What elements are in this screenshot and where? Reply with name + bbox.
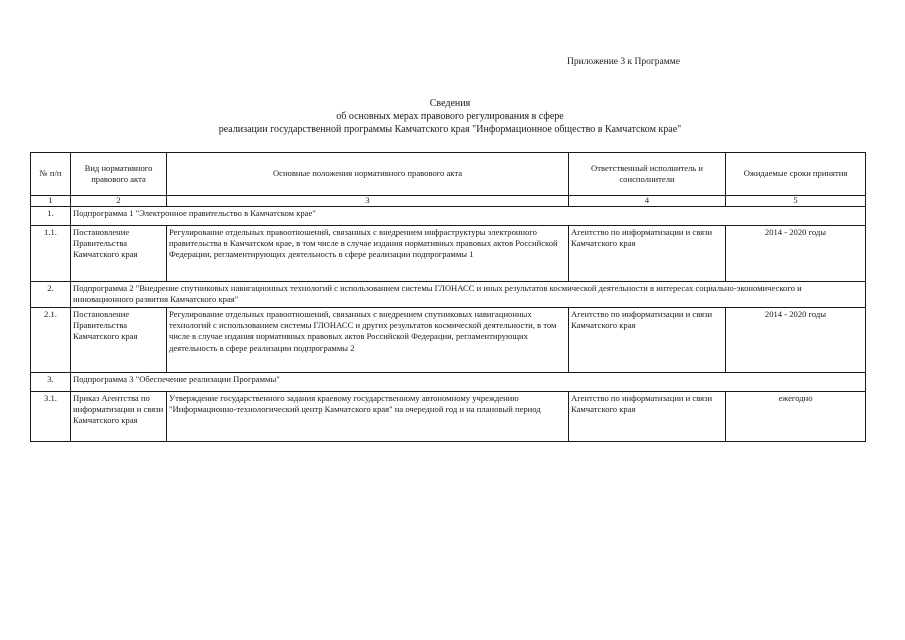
item-act-type: Постановление Правительства Камчатского края [71,226,167,282]
column-number: 5 [726,196,866,207]
title-line-3: реализации государственной программы Камчатского края "Информационное общество в Камчатском крае" [218,124,682,135]
section-title: Подпрограмма 3 "Обеспечение реализации Программы" [71,373,866,392]
item-provisions: Утверждение государственного задания краевому государственному автономному учреждению "Информационно-технологический центр Камчатского края" на очередной год и на плановый период [167,392,569,442]
document-title [150,97,750,136]
column-header-number: № п/п [31,153,71,196]
section-row [31,373,866,392]
column-header-act-type: Вид нормативного правового акта [71,153,167,196]
item-deadline: ежегодно [726,392,866,442]
section-title: Подпрограмма 2 "Внедрение спутниковых навигационных технологий с использованием системы ГЛОНАСС и иных результатов космической деятельности в интересах социально-экономического и инновационного развития Камчатского края" [71,282,866,308]
table-row [31,308,866,373]
item-number: 1.1. [31,226,71,282]
column-number: 3 [167,196,569,207]
section-number: 3. [31,373,71,392]
column-number-row [31,196,866,207]
item-deadline: 2014 - 2020 годы [726,226,866,282]
section-number: 1. [31,207,71,226]
item-number: 2.1. [31,308,71,373]
item-provisions: Регулирование отдельных правоотношений, связанных с внедрением инфраструктуры электронного правительства в Камчатском крае, в том числе в случае издания нормативных правовых актов Российской Федерации, регламентирующих деятельность в сфере реализации подпрограммы 1 [167,226,569,282]
section-number: 2. [31,282,71,308]
column-header-executor: Ответственный исполнитель и соисполнители [569,153,726,196]
title-line-1: Сведения [429,98,471,109]
column-header-provisions: Основные положения нормативного правового акта [167,153,569,196]
item-executor: Агентство по информатизации и связи Камчатского края [569,226,726,282]
column-number: 1 [31,196,71,207]
item-executor: Агентство по информатизации и связи Камчатского края [569,308,726,373]
column-number: 4 [569,196,726,207]
measures-table [30,152,866,442]
section-row [31,207,866,226]
section-row [31,282,866,308]
section-title: Подпрограмма 1 "Электронное правительство в Камчатском крае" [71,207,866,226]
item-act-type: Постановление Правительства Камчатского края [71,308,167,373]
table-row [31,226,866,282]
item-deadline: 2014 - 2020 годы [726,308,866,373]
appendix-label: Приложение 3 к Программе [567,57,680,67]
table-row [31,392,866,442]
item-act-type: Приказ Агентства по информатизации и связи Камчатского края [71,392,167,442]
column-number: 2 [71,196,167,207]
column-header-deadline: Ожидаемые сроки принятия [726,153,866,196]
table-header-row [31,153,866,196]
item-executor: Агентство по информатизации и связи Камчатского края [569,392,726,442]
item-number: 3.1. [31,392,71,442]
title-line-2: об основных мерах правового регулирования в сфере [336,111,564,122]
item-provisions: Регулирование отдельных правоотношений, связанных с внедрением спутниковых навигационных технологий с использованием системы ГЛОНАСС и других результатов космической деятельности, в том числе в случае издания нормативных правовых актов Российской Федерации, регламентирующих деятельность в сфере реализации подпрограммы 2 [167,308,569,373]
